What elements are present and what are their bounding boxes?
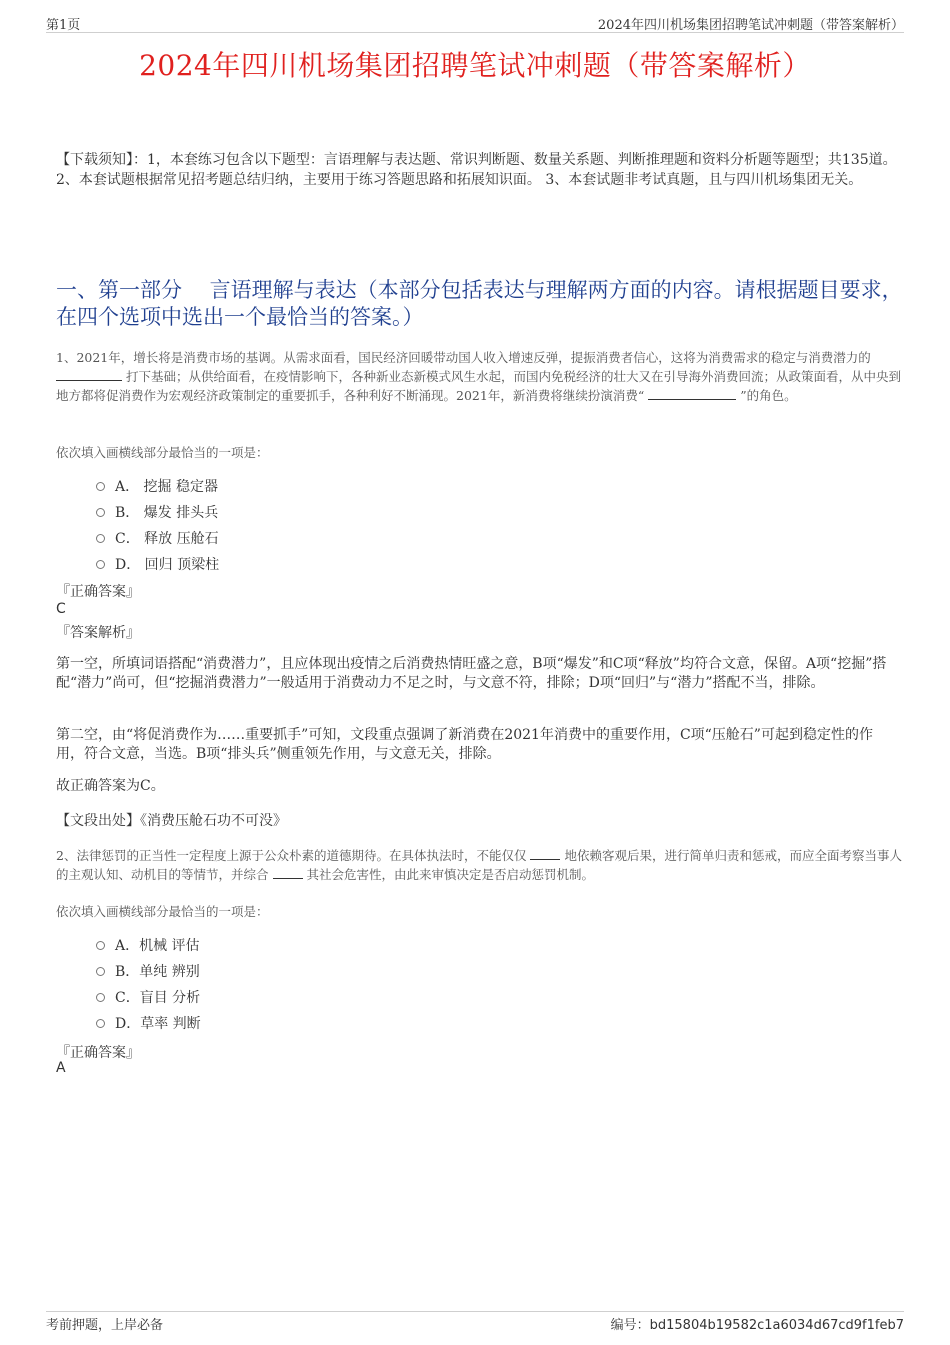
radio-icon[interactable] (96, 941, 105, 950)
fill-blank (530, 847, 560, 860)
option-label: A．机械 评估 (115, 938, 200, 954)
question-1-stem (56, 348, 904, 405)
radio-icon[interactable] (96, 534, 105, 543)
page-header (46, 14, 904, 33)
option-a[interactable] (96, 473, 219, 499)
fill-blank (273, 866, 303, 879)
analysis-paragraph-2: 第二空，由“将促消费作为……重要抓手”可知，文段重点强调了新消费在2021年消费中的重要作用，C项“压舱石”可起到稳定性的作用，符合文意，当选。B项“排头兵”侧重领先作用，与文意无关，排除。 (56, 727, 873, 762)
correct-answer-label: 『正确答案』 (56, 1045, 140, 1061)
radio-icon[interactable] (96, 482, 105, 491)
footer-code (611, 1314, 904, 1333)
question-1-stem-part-3: ”的角色。 (740, 388, 797, 403)
option-label: C．盲目 分析 (115, 990, 201, 1006)
option-c[interactable] (96, 525, 219, 551)
question-2-options (96, 932, 201, 1036)
option-label: D．草率 判断 (115, 1016, 201, 1032)
question-1-prompt: 依次填入画横线部分最恰当的一项是： (56, 445, 269, 460)
correct-answer: A (56, 1060, 66, 1076)
footer-code-label: 编号： (610, 1318, 650, 1333)
radio-icon[interactable] (96, 508, 105, 517)
option-b[interactable] (96, 958, 201, 984)
option-a[interactable] (96, 932, 201, 958)
passage-source: 【文段出处】《消费压舱石功不可没》 (56, 813, 287, 829)
footer-slogan: 考前押题，上岸必备 (46, 1318, 164, 1333)
question-2-stem-part-1: 2、法律惩罚的正当性一定程度上源于公众朴素的道德期待。在具体执法时，不能仅仅 (56, 848, 527, 863)
analysis-conclusion: 故正确答案为C。 (56, 778, 165, 794)
option-label: A． 挖掘 稳定器 (115, 479, 219, 495)
header-doc-title: 2024年四川机场集团招聘笔试冲刺题（带答案解析） (597, 18, 904, 33)
question-1-stem-part-1: 1、2021年，增长将是消费市场的基调。从需求面看，国民经济回暖带动国人收入增速反弹，提振消费者信心，这将为消费需求的稳定与消费潜力的 (56, 350, 871, 365)
option-c[interactable] (96, 984, 201, 1010)
question-1-options (96, 473, 219, 577)
option-label: D． 回归 顶梁柱 (115, 557, 220, 573)
correct-answer: C (56, 601, 66, 617)
option-d[interactable] (96, 1010, 201, 1036)
fill-blank (56, 368, 122, 381)
question-2-prompt: 依次填入画横线部分最恰当的一项是： (56, 904, 269, 919)
question-2-stem-part-2: 地依赖客观后果，进行简单归责和惩戒，而应全面考察当事人的主观认知、动机目的等情节，并综合 (56, 848, 902, 882)
download-notice: 【下载须知】：1，本套练习包含以下题型：言语理解与表达题、常识判断题、数量关系题、判断推理题和资料分析题等题型；共135道。 2、本套试题根据常见招考题总结归纳，主要用于练习答题思路和拓展知识面。 3、本套试题非考试真题，且与四川机场集团无关。 (56, 152, 897, 188)
radio-icon[interactable] (96, 993, 105, 1002)
correct-answer-label: 『正确答案』 (56, 584, 140, 600)
analysis-paragraph-1: 第一空，所填词语搭配“消费潜力”，且应体现出疫情之后消费热情旺盛之意，B项“爆发”和C项“释放”均符合文意，保留。A项“挖掘”搭配“潜力”尚可，但“挖掘消费潜力”一般适用于消费动力不足之时，与文意不符，排除；D项“回归”与“潜力”搭配不当，排除。 (56, 656, 887, 691)
option-b[interactable] (96, 499, 219, 525)
question-2-stem-part-3: 其社会危害性，由此来审慎决定是否启动惩罚机制。 (306, 867, 594, 882)
fill-blank (648, 387, 736, 400)
section-heading: 一、第一部分 言语理解与表达（本部分包括表达与理解两方面的内容。请根据题目要求，在四个选项中选出一个最恰当的答案。） (56, 278, 903, 329)
option-d[interactable] (96, 551, 219, 577)
document-title: 2024年四川机场集团招聘笔试冲刺题（带答案解析） (139, 49, 811, 82)
radio-icon[interactable] (96, 560, 105, 569)
option-label: C． 释放 压舱石 (115, 531, 219, 547)
page-footer (46, 1311, 904, 1336)
analysis-label: 『答案解析』 (56, 625, 140, 641)
question-2-stem (56, 846, 904, 884)
page-number: 第1页 (46, 18, 81, 33)
radio-icon[interactable] (96, 1019, 105, 1028)
footer-code-value: bd15804b19582c1a6034d67cd9f1feb7 (649, 1318, 904, 1333)
option-label: B． 爆发 排头兵 (115, 505, 219, 521)
question-1-stem-part-2: 打下基础；从供给面看，在疫情影响下，各种新业态新模式风生水起，而国内免税经济的壮大又在引导海外消费回流；从政策面看，从中央到地方都将促消费作为宏观经济政策制定的重要抓手，各种利好不断涌现。2021年，新消费将继续扮演消费“ (56, 369, 901, 403)
radio-icon[interactable] (96, 967, 105, 976)
option-label: B．单纯 辨别 (115, 964, 200, 980)
